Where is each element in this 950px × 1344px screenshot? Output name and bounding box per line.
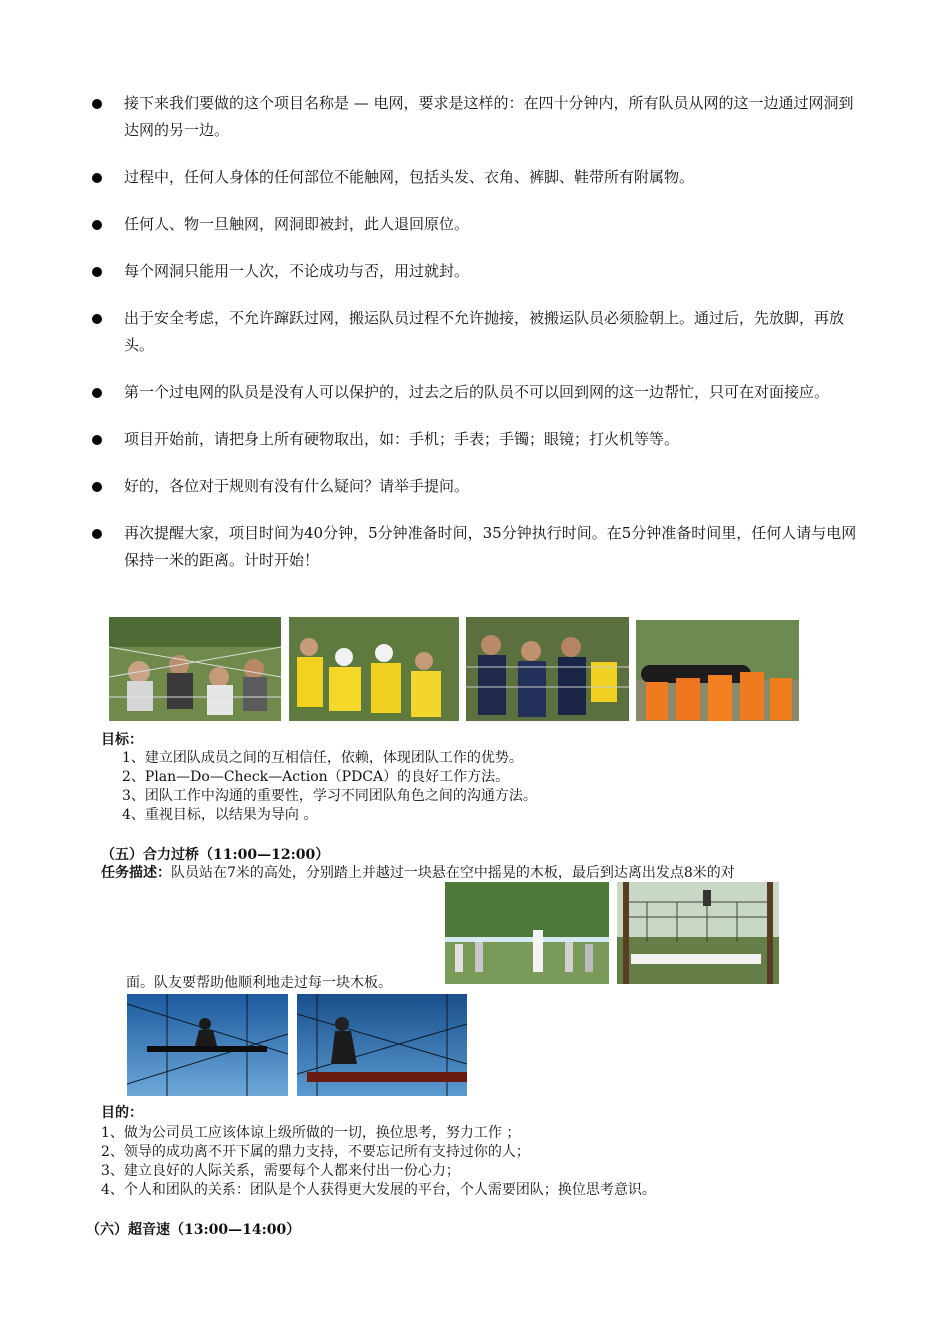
photo-bridge-2 <box>617 882 779 984</box>
rule-text: 再次提醒大家，项目时间为40分钟，5分钟准备时间，35分钟执行时间。在5分钟准备时间里，任何人请与电网保持一米的距离。计时开始！ <box>124 524 857 569</box>
rule-item <box>86 164 866 191</box>
photo-bridge-3 <box>127 994 288 1096</box>
rule-text: 好的，各位对于规则有没有什么疑问？请举手提问。 <box>124 477 470 495</box>
rule-text: 出于安全考虑，不允许蹿跃过网，搬运队员过程不允许抛接，被搬运队员必须脸朝上。通过后，先放脚，再放头。 <box>124 309 845 354</box>
photo-bridge-1 <box>445 882 609 984</box>
bullet-icon <box>92 435 102 445</box>
bullet-icon <box>92 99 102 109</box>
purpose-item: 1、做为公司员工应该体谅上级所做的一切，换位思考，努力工作 ； <box>101 1125 521 1141</box>
rule-item <box>86 473 866 500</box>
rule-text: 项目开始前，请把身上所有硬物取出，如：手机；手表；手镯；眼镜；打火机等等。 <box>124 430 680 448</box>
bullet-icon <box>92 220 102 230</box>
rule-item <box>86 379 866 406</box>
rule-item <box>86 426 866 453</box>
task-label: 任务描述： <box>101 865 171 881</box>
purpose-item: 4、个人和团队的关系：团队是个人获得更大发展的平台，个人需要团队；换位思考意识。 <box>101 1182 656 1198</box>
rule-item <box>86 305 866 359</box>
bullet-icon <box>92 267 102 277</box>
rule-item <box>86 211 866 238</box>
purpose-title: 目的： <box>101 1105 143 1121</box>
section-6-title: （六）超音速（13:00—14:00） <box>86 1222 301 1238</box>
bullet-icon <box>92 314 102 324</box>
goal-item: 4、重视目标，以结果为导向 。 <box>122 807 318 823</box>
bullet-icon <box>92 173 102 183</box>
photo-electric-net-4 <box>636 620 799 721</box>
section-5-title: （五）合力过桥（11:00—12:00） <box>101 847 330 863</box>
goal-item: 3、团队工作中沟通的重要性，学习不同团队角色之间的沟通方法。 <box>122 788 537 804</box>
rule-text: 过程中，任何人身体的任何部位不能触网，包括头发、衣角、裤脚、鞋带所有附属物。 <box>124 168 695 186</box>
purpose-item: 3、建立良好的人际关系，需要每个人都来付出一份心力； <box>101 1163 460 1179</box>
photo-bridge-4 <box>297 994 467 1096</box>
photo-electric-net-2 <box>289 617 459 721</box>
goal-item: 2、Plan—Do—Check—Action（PDCA）的良好工作方法。 <box>122 769 510 785</box>
bullet-icon <box>92 529 102 539</box>
task-continuation: 面。队友要帮助他顺利地走过每一块木板。 <box>126 975 392 991</box>
bullet-icon <box>92 482 102 492</box>
rule-text: 每个网洞只能用一人次，不论成功与否，用过就封。 <box>124 262 470 280</box>
goal-item: 1、建立团队成员之间的互相信任，依赖，体现团队工作的优势。 <box>122 750 523 766</box>
rule-text: 接下来我们要做的这个项目名称是 — 电网，要求是这样的：在四十分钟内，所有队员从网的这一边通过网洞到达网的另一边。 <box>124 94 854 139</box>
rule-item <box>86 520 866 574</box>
rule-item <box>86 90 866 144</box>
rule-text: 任何人、物一旦触网，网洞即被封，此人退回原位。 <box>124 215 470 233</box>
bullet-icon <box>92 388 102 398</box>
photo-electric-net-1 <box>109 617 281 721</box>
rule-text: 第一个过电网的队员是没有人可以保护的，过去之后的队员不可以回到网的这一边帮忙，只可在对面接应。 <box>124 383 830 401</box>
rule-item <box>86 258 866 285</box>
task-text: 队员站在7米的高处，分别踏上并越过一块悬在空中摇晃的木板，最后到达离出发点8米的对 <box>171 865 735 881</box>
goals-title: 目标： <box>101 732 143 748</box>
purpose-item: 2、领导的成功离不开下属的鼎力支持，不要忘记所有支持过你的人； <box>101 1144 530 1160</box>
task-description <box>101 864 871 882</box>
rules-list <box>86 90 866 594</box>
photo-electric-net-3 <box>466 617 629 721</box>
